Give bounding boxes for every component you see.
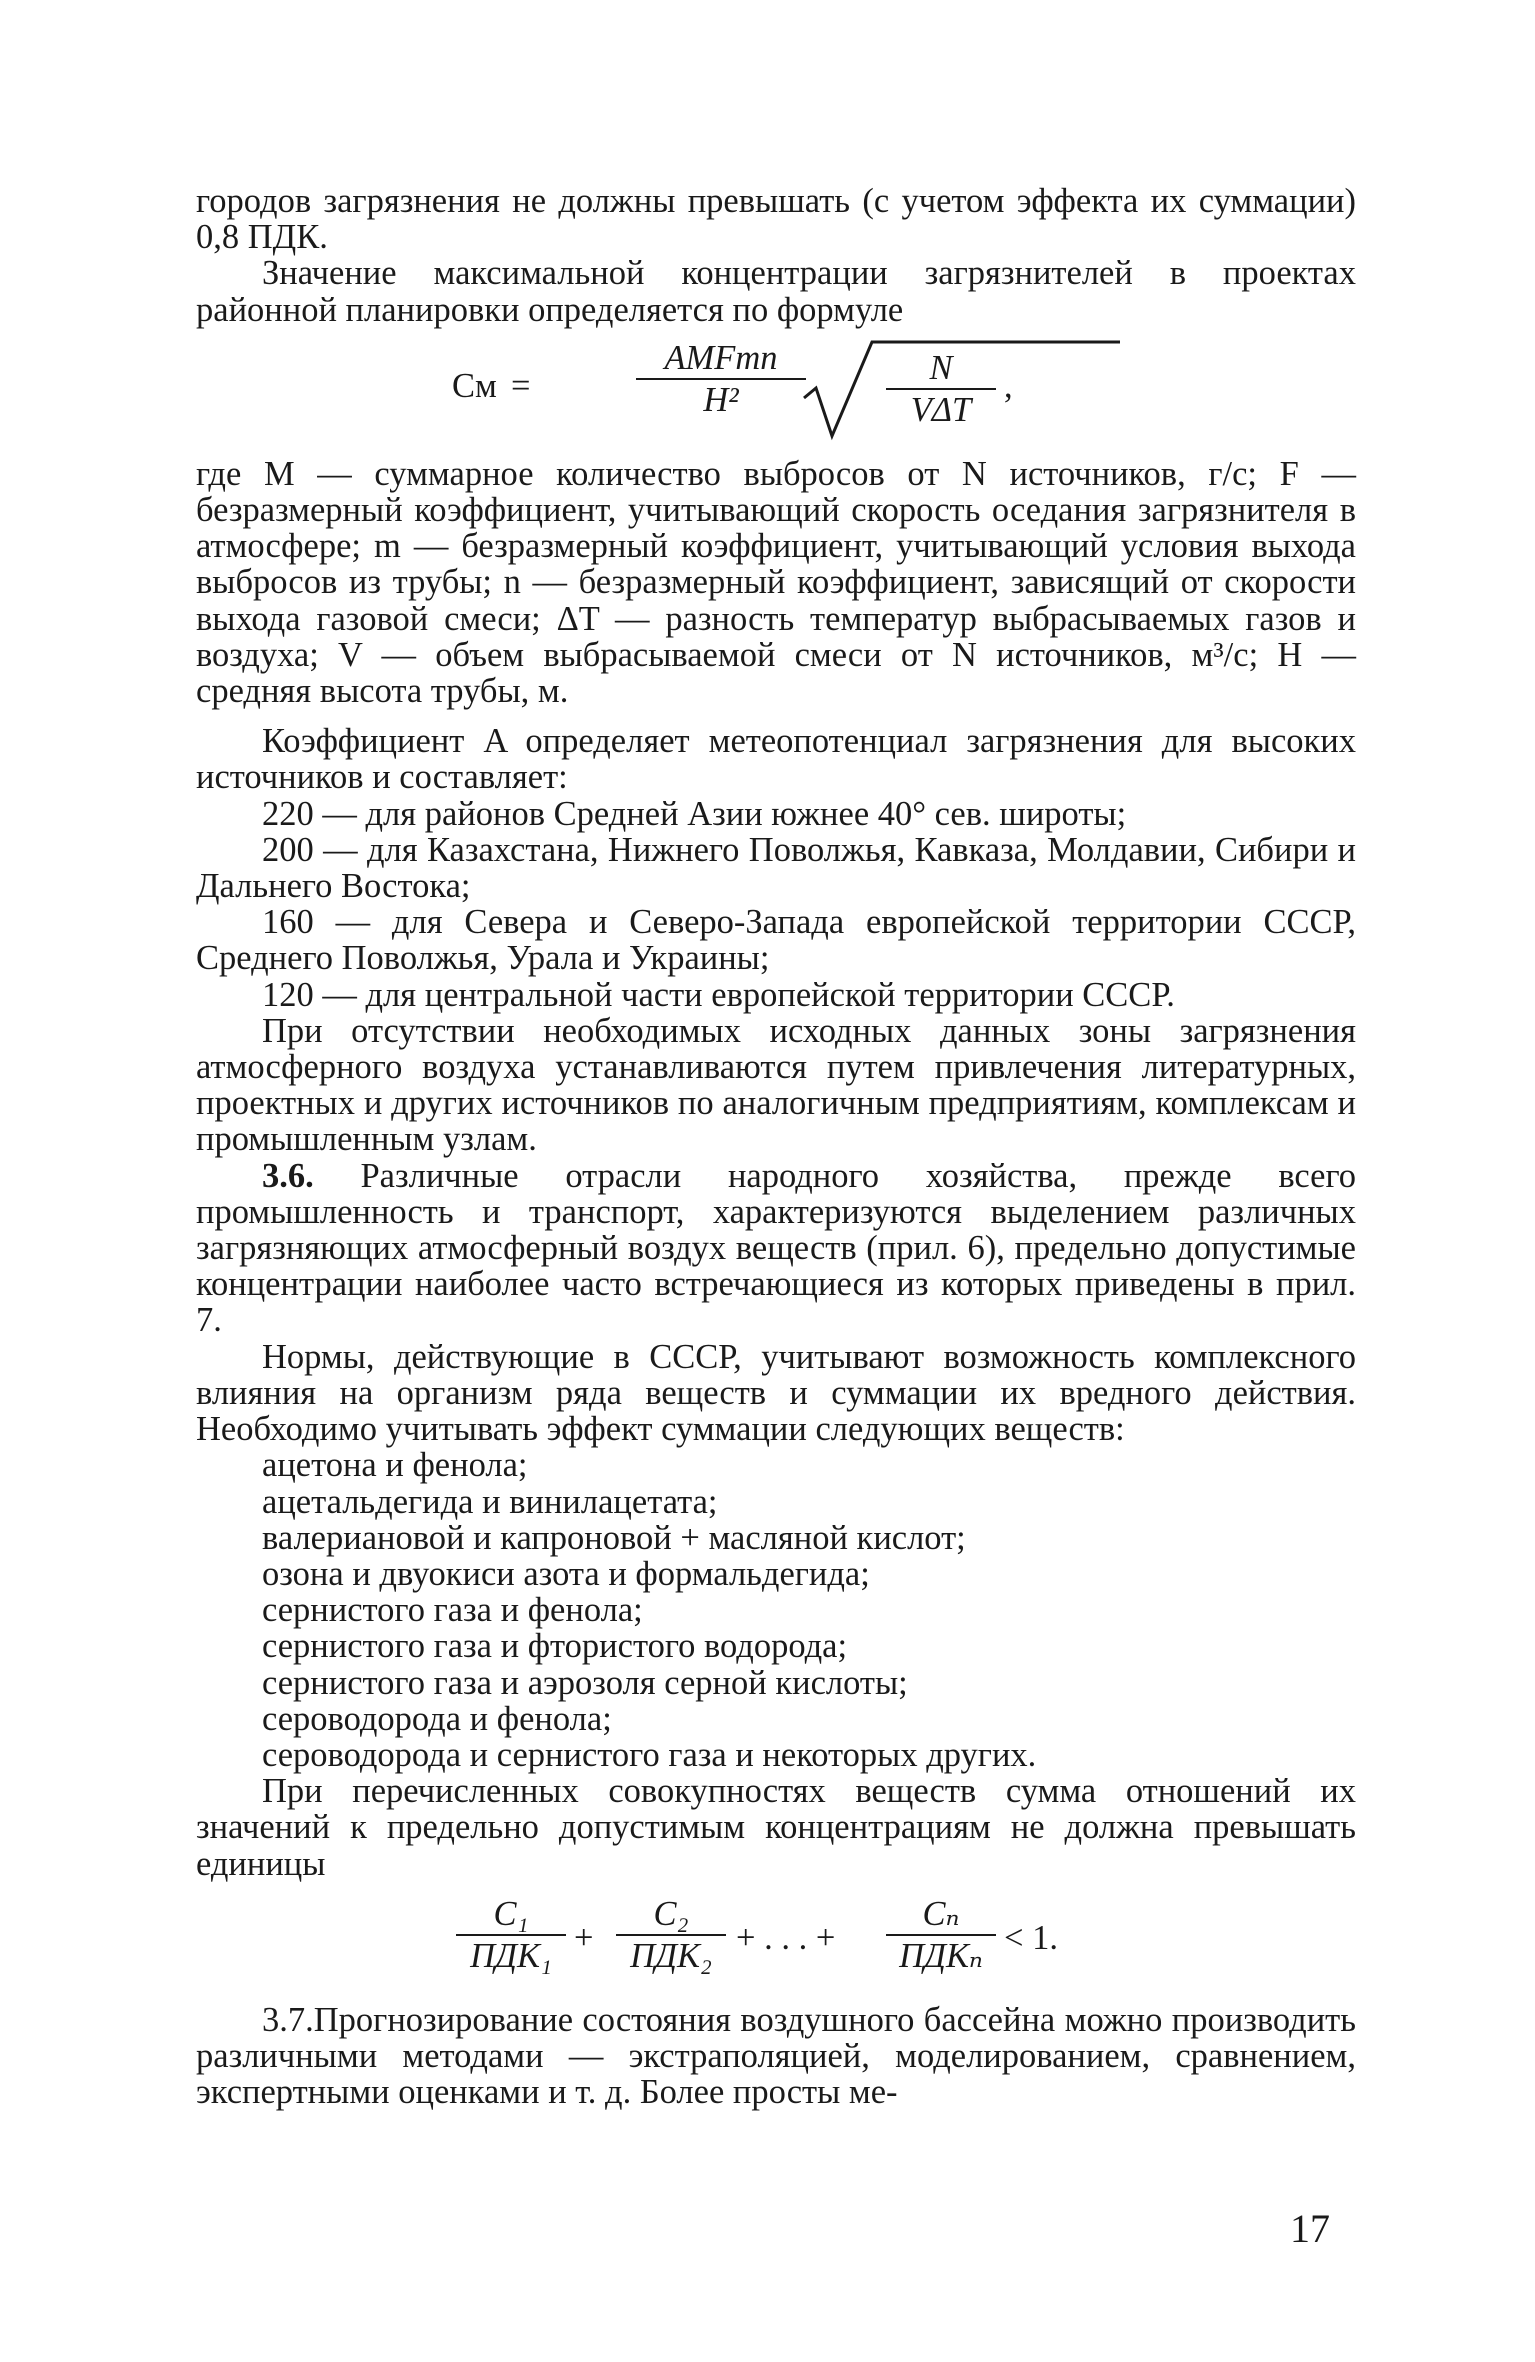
section-text: Прогнозирование состояния воздушного бассейна можно производить различными методами — экстраполяцией, моделированием, сравнением, экспертными оценками и т. д. Более просты ме- xyxy=(196,2000,1356,2112)
plus-sign: + xyxy=(574,1918,594,1957)
formula-root-fraction xyxy=(886,350,996,428)
list-item: ацетальдегида и винилацетата; xyxy=(262,1482,718,1521)
section-number: 3.6. xyxy=(262,1156,314,1195)
substance-list xyxy=(196,1447,1356,1773)
less-than-one: < 1. xyxy=(1004,1918,1058,1957)
term-1 xyxy=(456,1896,566,1974)
paragraph-legend: где M — суммарное количество выбросов от N источников, г/с; F — безразмерный коэффициент, учитывающий скорость оседания загрязнителя в атмосфере; m — безразмерный коэффициент, учитывающий условия выхода выбросов из трубы; n — безразмерный коэффициент, зависящий от скорости выхода газовой смеси; ΔT — разность температур выбрасываемых газов и воздуха; V — объем выбрасываемой смеси от N источников, м³/с; H — средняя высота трубы, м. xyxy=(196,454,1356,711)
list-item: сероводорода и фенола; xyxy=(262,1699,612,1738)
coefficient-120: 120 — для центральной части европейской территории СССР. xyxy=(262,975,1175,1014)
summation-formula xyxy=(196,1882,1356,1994)
paragraph-norms: Нормы, действующие в СССР, учитывают возможность комплексного влияния на организм ряда веществ и суммации их вредного действия. Необходимо учитывать эффект суммации следующих веществ: xyxy=(196,1337,1356,1449)
formula-comma: , xyxy=(1004,366,1013,405)
list-item: сернистого газа и фтористого водорода; xyxy=(262,1627,848,1666)
formula-main-fraction xyxy=(636,340,806,418)
formula-denominator: H² xyxy=(703,381,739,420)
section-3-6 xyxy=(196,1158,1356,1339)
list-item: ацетона и фенола; xyxy=(262,1446,528,1485)
coefficient-200: 200 — для Казахстана, Нижнего Поволжья, Кавказа, Молдавии, Сибири и Дальнего Востока; xyxy=(196,830,1356,906)
text-column xyxy=(196,183,1356,2110)
paragraph-summation: При перечисленных совокупностях веществ сумма отношений их значений к предельно допустимым концентрациям не должна превышать единицы xyxy=(196,1772,1356,1883)
coefficient-220: 220 — для районов Средней Азии южнее 40° сев. широты; xyxy=(262,794,1127,833)
root-denominator: VΔT xyxy=(910,391,972,430)
term-n-numerator: Cₙ xyxy=(886,1896,996,1936)
paragraph-continuation: городов загрязнения не должны превышать (с учетом эффекта их суммации) 0,8 ПДК. xyxy=(196,182,1356,257)
section-number: 3.7. xyxy=(262,2000,314,2039)
ellipsis-sum: + . . . + xyxy=(736,1918,836,1957)
section-text: Различные отрасли народного хозяйства, прежде всего промышленность и транспорт, характеризуются выделением различных загрязняющих атмосферный воздух веществ (прил. 6), предельно допустимые концентрации наиболее часто встречающиеся из которых приведены в прил. 7. xyxy=(196,1156,1356,1340)
section-3-7 xyxy=(196,2002,1356,2111)
list-item: валериановой и капроновой + масляной кислот; xyxy=(262,1518,966,1557)
term-2-numerator: C₂ xyxy=(616,1896,726,1936)
paragraph-coefficient-a: Коэффициент A определяет метеопотенциал загрязнения для высоких источников и составляет: xyxy=(196,722,1356,797)
term-1-numerator: C₁ xyxy=(456,1896,566,1936)
term-1-denominator: ПДК₁ xyxy=(470,1936,552,1975)
list-item: озона и двуокиси азота и формальдегида; xyxy=(262,1554,870,1593)
term-2 xyxy=(616,1896,726,1974)
page-number: 17 xyxy=(1290,2206,1330,2251)
paragraph-formula-intro: Значение максимальной концентрации загрязнителей в проектах районной планировки определяется по формуле xyxy=(196,254,1356,329)
root-numerator: N xyxy=(886,350,996,390)
term-2-denominator: ПДК₂ xyxy=(630,1936,712,1975)
list-item: сернистого газа и аэрозоля серной кислоты; xyxy=(262,1663,908,1702)
max-concentration-formula xyxy=(196,328,1356,456)
term-n xyxy=(886,1896,996,1974)
term-n-denominator: ПДКₙ xyxy=(899,1936,983,1975)
formula-equals: = xyxy=(511,366,531,405)
list-item: сернистого газа и фенола; xyxy=(262,1591,643,1630)
formula-numerator: AMFmn xyxy=(636,340,806,380)
coefficient-160: 160 — для Севера и Северо-Запада европейской территории СССР, Среднего Поволжья, Урала и Украины; xyxy=(196,903,1356,978)
paragraph-missing-data: При отсутствии необходимых исходных данных зоны загрязнения атмосферного воздуха устанавливаются путем привлечения литературных, проектных и других источников по аналогичным предприятиям, комплексам и промышленным узлам. xyxy=(196,1011,1356,1159)
list-item: сероводорода и сернистого газа и некоторых других. xyxy=(262,1735,1037,1774)
formula-lhs: Cм xyxy=(452,366,497,405)
